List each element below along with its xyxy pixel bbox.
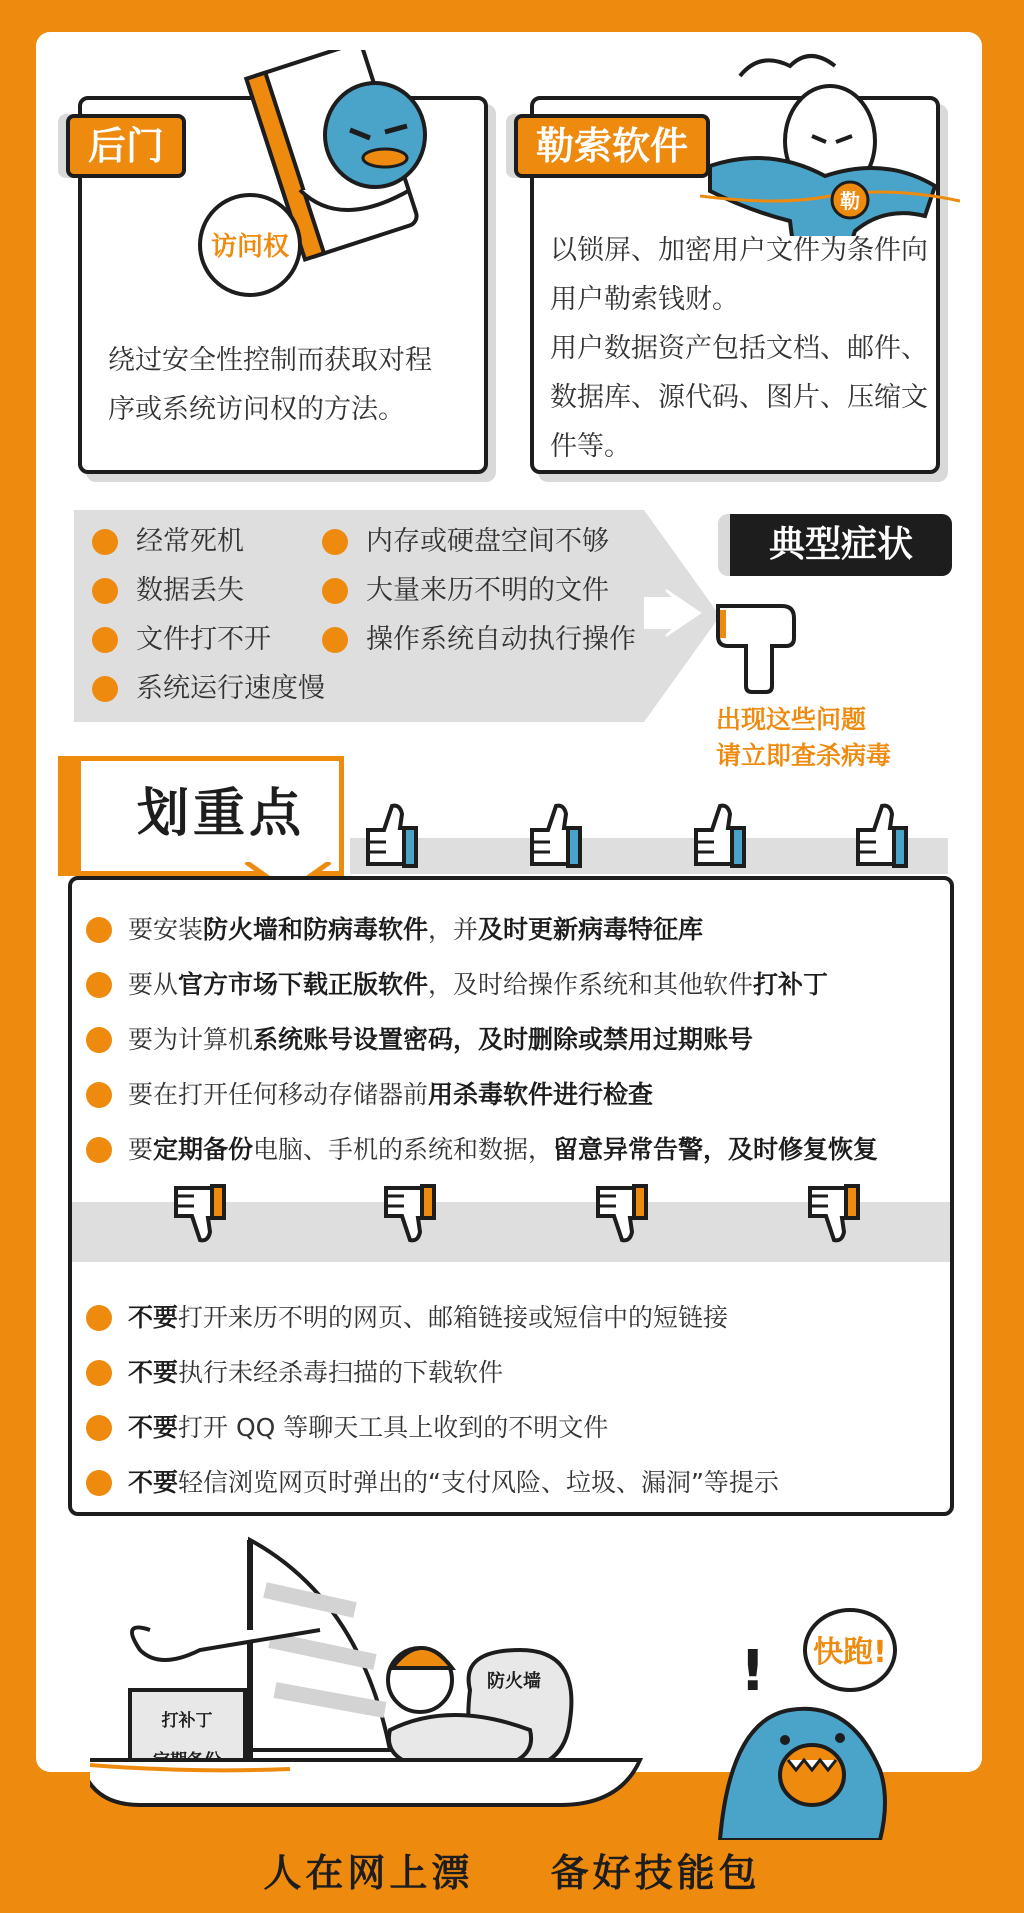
highlights-title-box	[76, 756, 344, 876]
thumbs-up-icon	[524, 800, 590, 868]
backdoor-tag: 后门	[66, 114, 186, 178]
body-text: 轻信浏览网页时弹出的“支付风险、垃圾、漏洞”等提示	[178, 1468, 779, 1497]
thumbs-up-icon	[688, 800, 754, 868]
dont-item	[102, 1298, 728, 1338]
ransomware-tag: 勒索软件	[514, 114, 710, 178]
access-badge-label: 访问权	[210, 232, 290, 262]
backdoor-illustration	[180, 50, 450, 300]
body-text: 要为计算机	[128, 1025, 254, 1054]
body-text: 要从	[128, 970, 179, 999]
thumbs-down-icon	[590, 1182, 656, 1254]
footer-slogan	[0, 1842, 1024, 1897]
exclaim-mark: !	[740, 1639, 766, 1704]
bullet-dot	[92, 627, 118, 653]
symptoms-note: 出现这些问题 请立即查杀病毒	[716, 705, 892, 770]
body-text: 打开来历不明的网页、邮箱链接或短信中的短链接	[178, 1303, 729, 1332]
dont-item	[102, 1463, 779, 1503]
ransomware-description: 以锁屏、加密用户文件为条件向 用户勒索钱财。 用户数据资产包括文档、邮件、 数据库、源代码、图片、压缩文 件等。	[550, 235, 928, 462]
do-item	[102, 1075, 653, 1115]
emphasis-text: 系统账号设置密码，及时删除或禁用过期账号	[253, 1025, 754, 1054]
thumbs-up-icon	[360, 800, 426, 868]
emphasis-text: 不要	[128, 1303, 179, 1332]
symptom-item: 文件打不开	[92, 620, 271, 660]
emphasis-text: 不要	[128, 1468, 179, 1497]
emphasis-text: 及时更新病毒特征库	[478, 915, 704, 944]
bullet-dot	[86, 1082, 112, 1108]
backdoor-description: 绕过安全性控制而获取对程 序或系统访问权的方法。	[108, 345, 432, 425]
footer-slogan-left: 人在网上漂	[263, 1851, 474, 1895]
body-text: ，及时给操作系统和其他软件	[428, 970, 754, 999]
thermometer-gun-icon	[712, 600, 812, 696]
ransomware-illustration	[700, 46, 960, 236]
body-text: ，并	[428, 915, 479, 944]
symptom-item: 经常死机	[92, 522, 244, 562]
highlights-title: 划重点	[137, 784, 306, 844]
bullet-dot	[86, 917, 112, 943]
body-text: 要安装	[128, 915, 204, 944]
box-label-patch: 打补丁	[161, 1711, 213, 1731]
arrow-pointer-icon	[640, 588, 710, 638]
do-item	[102, 910, 703, 950]
emphasis-text: 不要	[128, 1358, 179, 1387]
bullet-dot	[86, 1137, 112, 1163]
thumbs-down-icon	[802, 1182, 868, 1254]
emphasis-text: 不要	[128, 1413, 179, 1442]
body-text: 电脑、手机的系统和数据，	[253, 1135, 554, 1164]
body-text: 要	[128, 1135, 154, 1164]
bullet-dot	[322, 529, 348, 555]
body-text: 执行未经杀毒扫描的下载软件	[178, 1358, 504, 1387]
sack-label-firewall: 防火墙	[487, 1671, 541, 1692]
symptoms-title: 典型症状	[718, 514, 952, 576]
emphasis-text: 用杀毒软件进行检查	[428, 1080, 654, 1109]
footer-slogan-right: 备好技能包	[550, 1851, 761, 1895]
bullet-dot	[92, 676, 118, 702]
thumbs-down-icon	[378, 1182, 444, 1254]
bullet-dot	[86, 972, 112, 998]
emphasis-text: 防火墙和防病毒软件	[203, 915, 429, 944]
bullet-dot	[322, 627, 348, 653]
boat-scene-illustration	[90, 1530, 690, 1810]
thumbs-up-icon	[850, 800, 916, 868]
do-item	[102, 1130, 878, 1170]
do-item	[102, 965, 828, 1005]
ransom-badge-label: 勒	[840, 189, 860, 213]
symptom-item: 内存或硬盘空间不够	[322, 522, 609, 562]
body-text: 要在打开任何移动存储器前	[128, 1080, 429, 1109]
do-item	[102, 1020, 753, 1060]
bullet-dot	[86, 1470, 112, 1496]
symptom-item: 操作系统自动执行操作	[322, 620, 636, 660]
symptom-item: 系统运行速度慢	[92, 669, 325, 709]
bullet-dot	[92, 578, 118, 604]
emphasis-text: 留意异常告警，及时修复恢复	[553, 1135, 879, 1164]
symptom-item: 大量来历不明的文件	[322, 571, 609, 611]
emphasis-text: 打补丁	[753, 970, 829, 999]
bird-head-icon	[325, 83, 425, 187]
bullet-dot	[86, 1360, 112, 1386]
dont-item	[102, 1353, 503, 1393]
thumbs-down-icon	[168, 1182, 234, 1254]
shark-illustration	[700, 1590, 960, 1840]
symptom-item: 数据丢失	[92, 571, 244, 611]
emphasis-text: 官方市场下载正版软件	[178, 970, 429, 999]
bullet-dot	[92, 529, 118, 555]
shark-speech-text: 快跑!	[813, 1635, 887, 1670]
bullet-dot	[86, 1415, 112, 1441]
highlights-card	[68, 876, 954, 1516]
emphasis-text: 定期备份	[153, 1135, 254, 1164]
body-text: 打开 QQ 等聊天工具上收到的不明文件	[178, 1413, 609, 1442]
bullet-dot	[86, 1027, 112, 1053]
dont-item	[102, 1408, 608, 1448]
bullet-dot	[322, 578, 348, 604]
bullet-dot	[86, 1305, 112, 1331]
